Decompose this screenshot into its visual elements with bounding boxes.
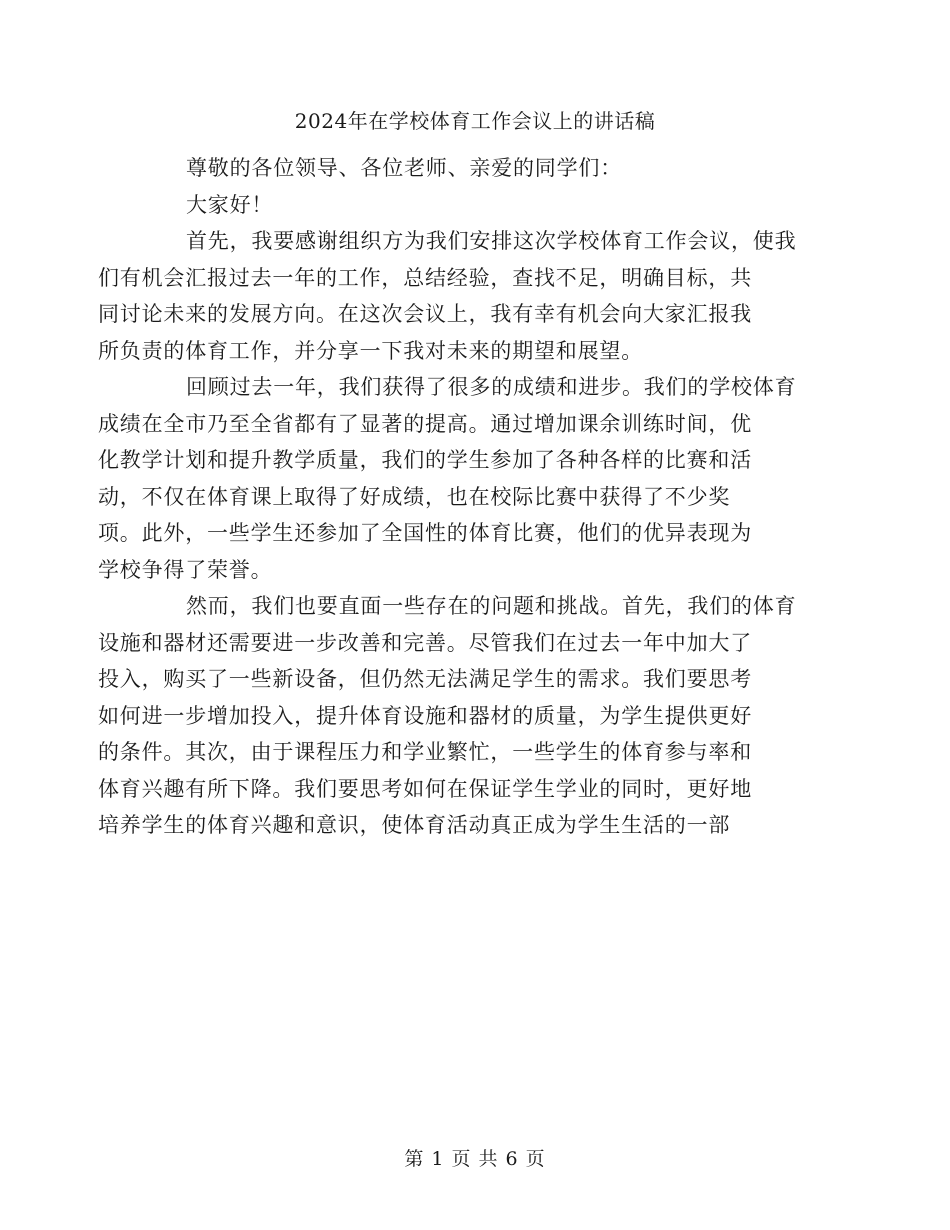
paragraph-1 <box>98 223 802 369</box>
paragraph-line: 回顾过去一年，我们获得了很多的成绩和进步。我们的学校体育 <box>186 375 797 399</box>
greeting: 大家好！ <box>186 192 274 217</box>
document-title: 2024年在学校体育工作会议上的讲话稿 <box>294 109 656 133</box>
paragraph-line: 培养学生的体育兴趣和意识，使体育活动真正成为学生生活的一部 <box>98 813 731 837</box>
paragraph-line: 们有机会汇报过去一年的工作，总结经验，查找不足，明确目标，共 <box>98 265 752 290</box>
paragraph-line: 动，不仅在体育课上取得了好成绩，也在校际比赛中获得了不少奖 <box>98 484 731 509</box>
paragraph-line: 学校争得了荣誉。 <box>98 557 273 582</box>
paragraph-line: 化教学计划和提升教学质量，我们的学生参加了各种各样的比赛和活 <box>98 448 752 472</box>
paragraph-line: 投入，购买了一些新设备，但仍然无法满足学生的需求。我们要思考 <box>98 667 752 691</box>
paragraph-2 <box>98 369 802 588</box>
salutation: 尊敬的各位领导、各位老师、亲爱的同学们： <box>186 156 622 180</box>
page-number-footer: 第 1 页 共 6 页 <box>404 1148 546 1170</box>
paragraph-line: 体育兴趣有所下降。我们要思考如何在保证学生学业的同时，更好地 <box>98 776 752 801</box>
paragraph-line: 同讨论未来的发展方向。在这次会议上，我有幸有机会向大家汇报我 <box>98 302 752 326</box>
paragraph-3 <box>98 588 802 844</box>
paragraph-line: 的条件。其次，由于课程压力和学业繁忙，一些学生的体育参与率和 <box>98 740 752 764</box>
paragraph-line: 如何进一步增加投入，提升体育设施和器材的质量，为学生提供更好 <box>98 703 752 728</box>
paragraph-line: 首先，我要感谢组织方为我们安排这次学校体育工作会议，使我 <box>186 229 797 253</box>
paragraph-line: 设施和器材还需要进一步改善和完善。尽管我们在过去一年中加大了 <box>98 630 752 655</box>
paragraph-line: 然而，我们也要直面一些存在的问题和挑战。首先，我们的体育 <box>186 594 797 618</box>
paragraph-line: 项。此外，一些学生还参加了全国性的体育比赛，他们的优异表现为 <box>98 521 752 545</box>
paragraph-line: 成绩在全市乃至全省都有了显著的提高。通过增加课余训练时间，优 <box>98 411 752 436</box>
document-body <box>98 150 802 844</box>
paragraph-line: 所负责的体育工作，并分享一下我对未来的期望和展望。 <box>98 338 643 363</box>
